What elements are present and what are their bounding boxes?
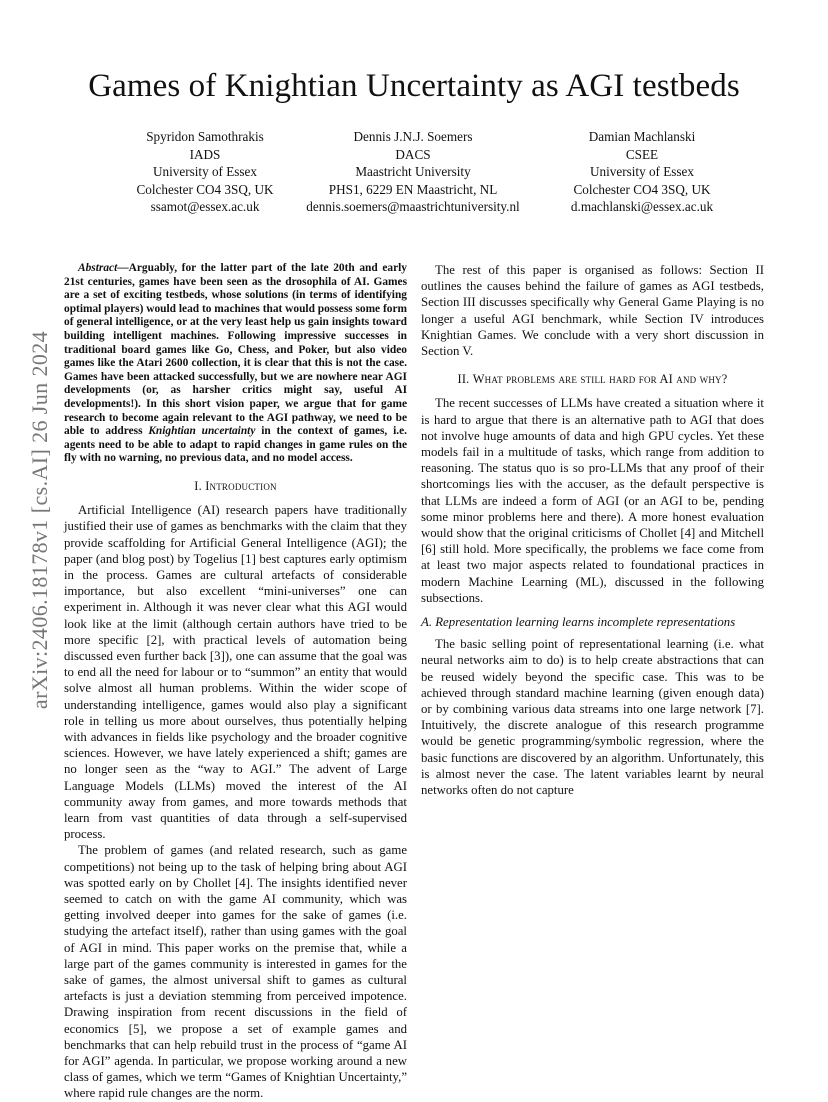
arxiv-identifier — [20, 280, 60, 760]
author-name: Dennis J.N.J. Soemers — [353, 129, 473, 144]
author-2 — [297, 128, 529, 216]
intro-paragraph-3: The rest of this paper is organised as follows: Section II outlines the causes behind the failure of games as AGI testbeds, Section III discusses specifically why General Game Playing is no longer a useful AGI benchmark, while Section IV introduces Knightian Games. We conclude with a very short discussion in Section V. — [421, 263, 764, 359]
author-affiliation: University of Essex — [152, 164, 258, 180]
abstract-text-1: —Arguably, for the latter part of the late 20th and early 21st centuries, games have been seen as the drosophila of AI. Games are a set of exciting testbeds, whose solutions (in terms of identifying optimal players) would lead to machines that would possess some form of general intelligence, or at the very least help us gain insights toward building intelligent machines. Following impressive successes in traditional board games like Go, Chess, and Poker, but also video games like the Atari 2600 collection, it is clear that this is not the case. Games have been attacked successfully, but we are nowhere near AGI developments (or, as harsher critics might say, useful AI developments!). In this short vision paper, we argue that for game research to become again relevant to the AGI pathway, we need to be able to address — [64, 262, 407, 438]
author-1 — [95, 128, 315, 216]
author-dept: CSEE — [625, 146, 659, 162]
section-heading-hard-problems — [421, 371, 764, 387]
left-column — [64, 262, 407, 1102]
author-block — [0, 128, 828, 218]
intro-paragraph-1: Artificial Intelligence (AI) research papers have traditionally justified their use of games as benchmarks with the claim that they provide scaffolding for Artificial General Intelligence (AGI); the paper (and blog post) by Togelius [1] best captures early optimism in the process. Games are cultural artefacts of considerable importance, but also excellent “mini-universes” one can experiment in. Although it was never clear what this AGI would look like at the limit (although certain authors have tried to be more specific [2], with practical levels of automation being discussed even further back [3]), one can assume that the goal was to end all the need for labour or to “summon” an entity that would solve almost all human problems. Within the wider scope of understanding intelligence, games would also play a significant role in telling us more about ourselves, thus potentially helping with advances in fields like psychology and the broader cognitive sciences. However, we have lately experienced a shift; games are no longer seen as the “way to AGI.” The advent of Large Language Models (LLMs) moved the interest of the AI community away from games, and more towards methods that learn from vast quantities of data through a self-supervised process. — [64, 503, 407, 842]
abstract-emphasis: Knightian uncertainty — [148, 425, 256, 438]
author-email: d.machlanski@essex.ac.uk — [570, 199, 714, 215]
author-address: Colchester CO4 3SQ, UK — [136, 181, 274, 197]
section-numeral: I. — [194, 478, 202, 493]
author-affiliation: Maastricht University — [355, 164, 471, 180]
abstract — [64, 262, 407, 466]
author-email: ssamot@essex.ac.uk — [150, 199, 260, 215]
abstract-text-2: in the context of games, i.e. agents need to be able to adapt to rapid changes in game rules on the fly with no warning, no previous data, and no model access. — [64, 425, 407, 465]
author-email: dennis.soemers@maastrichtuniversity.nl — [306, 199, 520, 215]
section-heading-introduction — [64, 478, 407, 494]
intro-paragraph-2: The problem of games (and related research, such as game competitions) not being up to the task of helping bring about AGI was spotted early on by Chollet [4]. The insights identified never seemed to catch on with the game AI community, which was getting involved deeper into games for the sake of games (i.e. studying the artefact itself), rather than using games with the goal of AGI in mind. This paper works on the premise that, while a large part of the games community is interested in games for the sake of games, the almost universal shift to games as cultural artefacts is just a deviation stemming from perceived impotence. Drawing inspiration from recent discussions in the field of economics [5], we propose a set of example games and benchmarks that can help rebuild trust in the process of “game AI for AGI” agenda. In particular, we propose working around a new class of games, which we term “Games of Knightian Uncertainty,” where rapid rule changes are the norm. — [64, 843, 407, 1101]
subsection-heading-a: A. Representation learning learns incomplete representations — [421, 615, 736, 630]
arxiv-identifier-text: arXiv:2406.18178v1 [cs.AI] 26 Jun 2024 — [27, 330, 53, 710]
author-address: Colchester CO4 3SQ, UK — [573, 181, 711, 197]
author-name: Spyridon Samothrakis — [146, 129, 264, 144]
abstract-label: Abstract — [78, 262, 118, 274]
author-name: Damian Machlanski — [588, 129, 696, 144]
section2-paragraph-1: The recent successes of LLMs have created a situation where it is hard to argue that there is an alternative path to AGI that does not involve huge amounts of data and high GPU cycles. Yet these models fail in a multitude of tasks, which range from addition to reasoning. The status quo is so pro-LLMs that any proof of their shortcomings lies with the accuser, as the default perspective is that LLMs are indeed a form of AGI (or an AGI to be, pending some minor problems here and there). A more honest evaluation would show that the original criticisms of Chollet [4] and Mitchell [6] still hold. More specifically, the problems we face come from at least two major aspects related to foundational practices in modern Machine Learning (ML), discussed in the following subsections. — [421, 396, 764, 605]
author-3 — [532, 128, 752, 216]
section-numeral: II. — [457, 372, 470, 387]
section-title: Introduction — [205, 478, 277, 493]
author-affiliation: University of Essex — [589, 164, 695, 180]
author-dept: DACS — [395, 146, 431, 162]
paper-title: Games of Knightian Uncertainty as AGI testbeds — [88, 68, 740, 104]
section-title: What problems are still hard for AI and why? — [472, 372, 728, 387]
right-column — [421, 262, 764, 798]
subsection-a-paragraph-1: The basic selling point of representational learning (i.e. what neural networks aim to do) is to help create abstractions that can be reused widely beyond the specific case. This was to be achieved through standard machine learning (given enough data) or by combining various data streams into one large network [7]. Intuitively, the discrete analogue of this research programme would be genetic programming/symbolic regression, where the basic functions are discovered by an algorithm. Unfortunately, this is almost never the case. The latent variables learnt by neural networks often do not capture — [421, 637, 764, 798]
author-address: PHS1, 6229 EN Maastricht, NL — [328, 181, 498, 197]
author-dept: IADS — [189, 146, 221, 162]
